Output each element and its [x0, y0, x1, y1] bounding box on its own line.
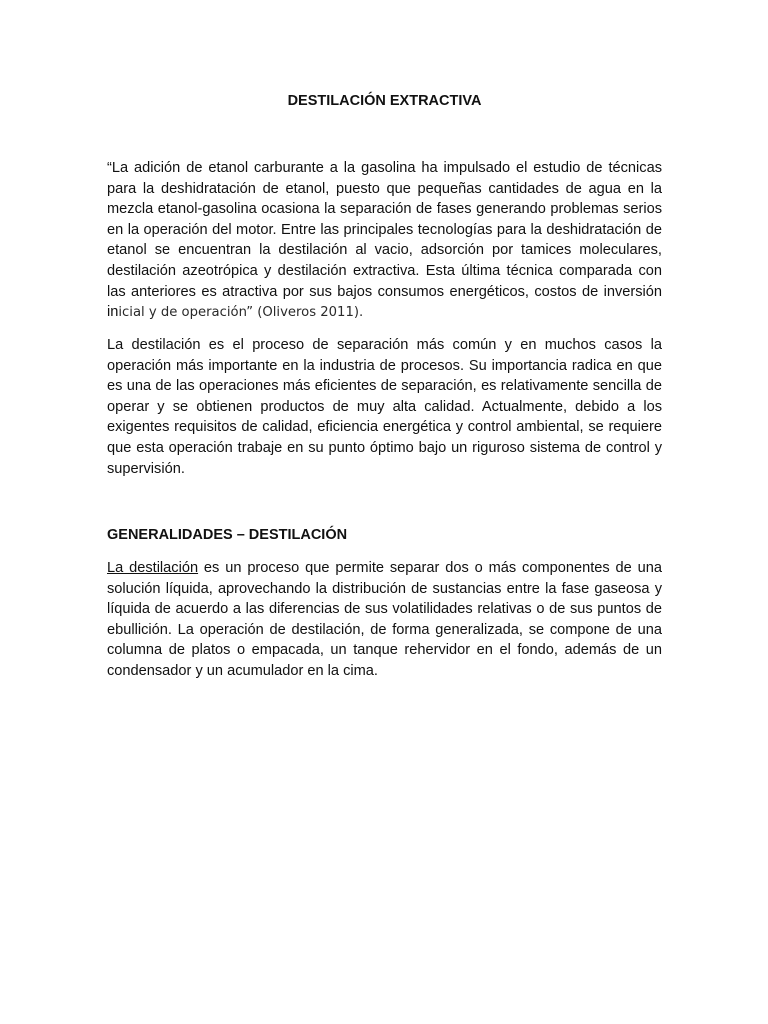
paragraph-definition [107, 558, 662, 682]
quote-text: “La adición de etanol carburante a la gasolina ha impulsado el estudio de técnicas para la deshidratación de etanol, puesto que pequeñas cantidades de agua en la mezcla etanol-gasolina ocasiona la separación de fases generando problemas serios en la operación del motor. Entre las principales tecnologías para la deshidratación de etanol se encuentran la destilación al vacio, adsorción por tamices moleculares, destilación azeotrópica y destilación extractiva. Esta última técnica comparada con las anteriores es atractiva por sus bajos consumos energéticos, costos de inversión in [107, 160, 662, 321]
document-page [107, 0, 662, 1024]
paragraph-intro-quote [107, 158, 662, 324]
definition-text: es un proceso que permite separar dos o más componentes de una solución líquida, aprovechando la distribución de sustancias entre la fase gaseosa y líquida de acuerdo a las diferencias de sus volatilidades relativas o de sus puntos de ebullición. La operación de destilación, de forma generalizada, se compone de una columna de platos o empacada, un tanque rehervidor en el fondo, además de un condensador y un acumulador en la cima. [107, 560, 662, 679]
document-title: DESTILACIÓN EXTRACTIVA [287, 93, 482, 109]
paragraph-importance: La destilación es el proceso de separación más común y en muchos casos la operación más importante en la industria de procesos. Su importancia radica en que es una de las operaciones más eficientes de separación, es relativamente sencilla de operar y se obtienen productos de muy alta calidad. Actualmente, debido a los exigentes requisitos de calidad, eficiencia energética y control ambiental, se requiere que esta operación trabaje en su punto óptimo bajo un riguroso sistema de control y supervisión. [107, 337, 662, 477]
section-heading: GENERALIDADES – DESTILACIÓN [107, 527, 348, 543]
definition-term: La destilación [107, 560, 199, 576]
quote-citation: icial y de operación” (Oliveros 2011). [118, 305, 364, 321]
